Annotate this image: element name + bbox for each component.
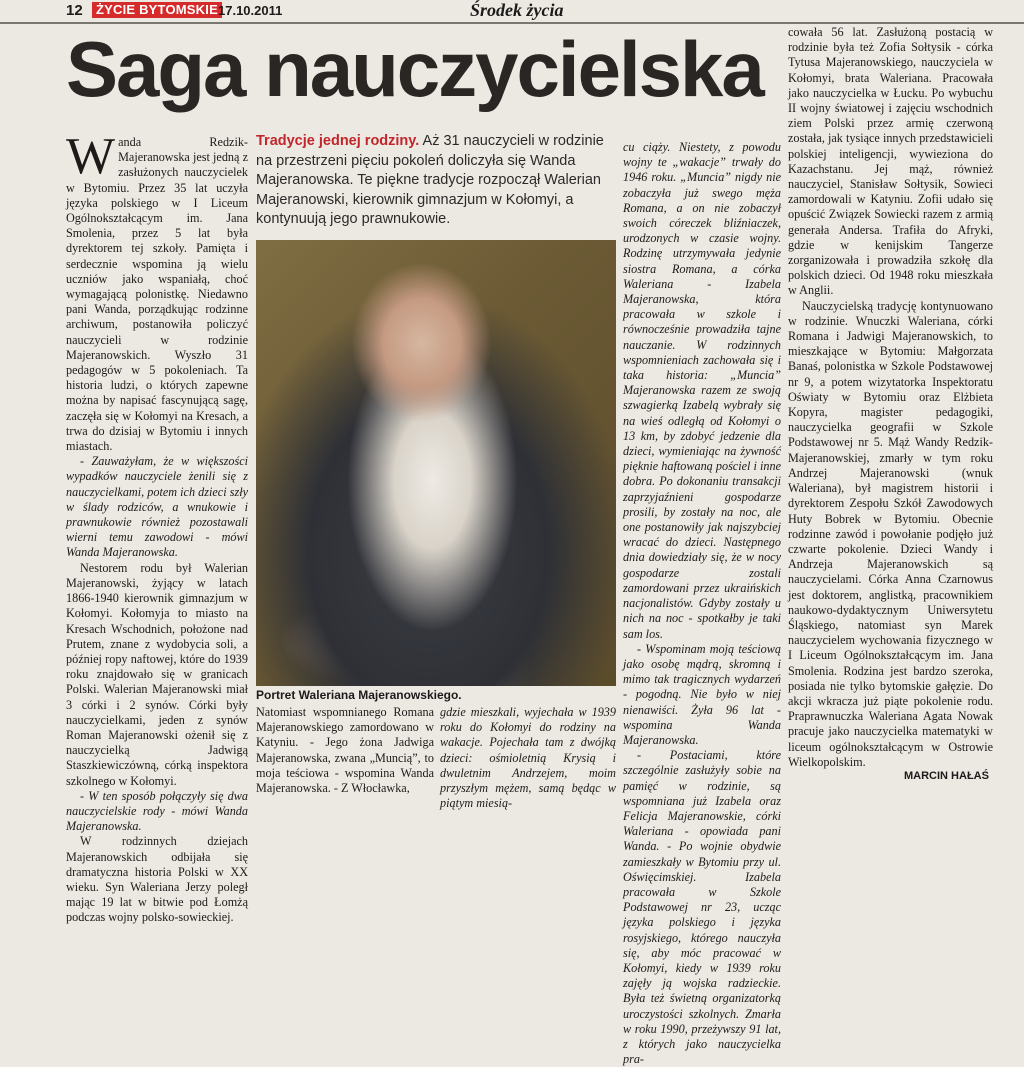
photo-caption: Portret Waleriana Majeranowskiego. <box>256 688 462 702</box>
article-column-5 <box>788 25 993 770</box>
article-column-3 <box>440 705 616 811</box>
paragraph: Nauczycielską tradycję kontynuowano w rodzinie. Wnuczki Waleriana, córki Romana i Jadwigi Majeranowskich, to mieszkające w Bytomiu: Małgorzata Banaś, polonistka w Szkole Podstawowej nr 9, a potem wizytatorka Inspektoratu Oświaty w Bytomiu oraz Elżbieta Kopyra, magister pedagogiki, nauczycielka geografii w Szkole Podstawowej nr 5. Mąż Wandy Redzik-Majeranowskiej, zmarły w tym roku Andrzej Majeranowski (wnuk Waleriana), był magistrem historii i dyrektorem Zespołu Szkół Zawodowych Huty Bobrek w Bytomiu. Obecnie rodzinne zawód i powołanie podjęło już czwarte pokolenie. Dzieci Wandy i Andrzeja Majeranowskich są nauczycielami. Córka Anna Czarnowus jest doktorem, anglistką, pracownikiem naukowo-dydaktycznym Uniwersytetu Śląskiego, natomiast syn Marek nauczycielem wychowania fizycznego w I Liceum Ogólnokształcącym im. Jana Smolenia. Rodzina jest bardzo szeroka, posiada nie tylko bytomskie gałęzie. Do akcji wkracza już piąte pokolenie rodu. Praprawnuczka Waleriana Agata Nowak pracuje jako nauczycielka matematyki w liceum ogólnokształcącym w Ostrowie Wielkopolskim. <box>788 298 993 769</box>
page-number: 12 <box>66 2 83 19</box>
quote-paragraph: - Wspominam moją teściową jako osobę mądrą, skromną i mimo tak tragicznych wydarzeń - pogodną. Nie było w niej nienawiści. Żyła 96 lat - wspomina Wanda Majeranowska. <box>623 641 781 747</box>
portrait-photo <box>256 240 616 686</box>
drop-cap: W <box>66 128 116 185</box>
paragraph: cu ciąży. Niestety, z powodu wojny te „wakacje” trwały do 1946 roku. „Muncia” nigdy nie zobaczyła już swego męża Romana, a on nie zobaczył swoich córeczek bliźniaczek, urodzonych w czasie wojny. Rodzinę utrzymywała jedynie siostra Romana, a córka Waleriana - Izabela Majeranowska, która pracowała w szkole i równocześnie prowadziła tajne nauczanie. W rodzinnych wspomnieniach zachowała się i taka historia: „Muncia” Majeranowska razem ze swoją szwagierką Izabelą wybrały się na wieś odległą od Kołomyi o 13 km, by zdobyć jedzenie dla dzieci, wymieniając na żywność pięknie haftowaną pościel i inne dobra. Po dokonaniu transakcji zaprzyjaźnieni gospodarze prosili, by zostały na noc, ale one postanowiły jak najszybciej wracać do dzieci. Następnego dnia dowiedziały się, że w nocy gospodarze zostali zamordowani przez ukraińskich nacjonalistów. Gdyby zostały u nich na noc - spotkałby je taki sam los. <box>623 140 781 641</box>
newspaper-logo: ŻYCIE BYTOMSKIE <box>92 2 222 18</box>
article-lead <box>256 132 616 230</box>
paragraph: - Postaciami, które szczególnie zasłużyły sobie na pamięć w rodzinie, są wspomniana już Izabela oraz Felicja Majeranowskie, córki Waleriana - opowiada pani Wanda. - Po wojnie obydwie zamieszkały w Bytomiu przy ul. Oświęcimskiej. Izabela pracowała w Szkole Podstawowej nr 23, ucząc języka polskiego i języka rosyjskiego, którego nauczyła się, aby móc pracować w Kołomyi, kiedy w 1939 roku zajęły ją wojska radzieckie. Była też świetną organizatorką uroczystości szkolnych. Zmarła w roku 1990, przeżywszy 91 lat, z których jako nauczycielka pra- <box>623 748 781 1067</box>
paragraph: Wanda Redzik-Majeranowska jest jedną z zasłużonych nauczycielek w Bytomiu. Przez 35 lat uczyła języka polskiego w I Liceum Ogólnokształcącym im. Jana Smolenia, przez 5 lat była dyrektorem tej szkoły. Pamięta i serdecznie wspomina ją wielu uczniów jako wspaniałą, choć wymagającą polonistkę. Niedawno pani Wanda, porządkując rodzinne archiwum, postanowiła policzyć nauczycieli w rodzinie Majeranowskich. Wyszło 31 pedagogów w 5 pokoleniach. Ta historia ludzi, o których zapewne można by napisać fascynującą sagę, zaczęła się w Kołomyi na Kresach, a trwa do dzisiaj w Bytomiu i innych miastach. <box>66 128 248 454</box>
article-column-2 <box>256 705 434 796</box>
paragraph: W rodzinnych dziejach Majeranowskich odbijała się dramatyczna historia Polski w XX wieku. Syn Waleriana Jerzy poległ mając 19 lat w bitwie pod Łomżą podczas wojny polsko-sowieckiej. <box>66 834 248 925</box>
lead-kicker: Tradycje jednej rodziny. <box>256 133 420 149</box>
paragraph: cowała 56 lat. Zasłużoną postacią w rodzinie była też Zofia Sołtysik - córka Tytusa Majeranowskiego, nauczyciela w Kołomyi, brata Waleriana. Pracowała jako nauczycielka w Łucku. Po wybuchu II wojny światowej i zajęciu wschodnich ziem Polski przez armię czerwoną została, jak tysiące innych przedstawicieli polskiej inteligencji, wywieziona do Kazachstanu. Jej mąż, również nauczyciel, Stanisław Sołtysik, Sowieci zamordowali w Katyniu. Zofii udało się opuścić Związek Sowiecki razem z armią generała Andersa. Trafiła do Afryki, gdzie w kenijskim Tangerze zorganizowała i prowadziła szkołę dla polskich dzieci. Od 1948 roku mieszkała w Anglii. <box>788 25 993 298</box>
quote-paragraph: - Zauważyłam, że w większości wypadków nauczyciele żenili się z nauczycielkami, potem ich dzieci szły w ślady rodziców, a wnukowie i prawnukowie również pozostawali wierni temu zawodowi - mówi Wanda Majeranowska. <box>66 454 248 560</box>
author-byline: MARCIN HAŁAŚ <box>904 770 989 782</box>
section-title: Środek życia <box>470 0 564 20</box>
paragraph: Nestorem rodu był Walerian Majeranowski, żyjący w latach 1866-1940 kierownik gimnazjum w Kołomyi. Kołomyja to miasto na Kresach Wschodnich, położone nad Prutem, znane z wydobycia soli, a później ropy naftowej, które do 1939 roku znajdowało się w granicach Polski. Walerian Majeranowski miał 3 córki i 2 synów. Córki były nauczycielkami, jeden z synów Roman Majeranowski ożenił się z nauczycielką Jadwigą Staszkiewiczówną, córką inspektora szkolnego w Kołomyi. <box>66 560 248 788</box>
quote-paragraph: - W ten sposób połączyły się dwa nauczycielskie rody - mówi Wanda Majeranowska. <box>66 788 248 834</box>
article-column-1 <box>66 128 248 925</box>
page-header <box>0 0 1024 24</box>
issue-date: 17.10.2011 <box>218 3 283 18</box>
paragraph: gdzie mieszkali, wyjechała w 1939 roku do Kołomyi do rodziny na wakacje. Pojechała tam z dwójką dzieci: ośmioletnią Krysią i dwuletnim Andrzejem, moim przyszłym mężem, samą będąc w piątym miesią- <box>440 705 616 811</box>
paragraph: Natomiast wspomnianego Romana Majeranowskiego zamordowano w Katyniu. - Jego żona Jadwiga Majeranowska, zwana „Muncią”, to moja teściowa - wspomina Wanda Majeranowska. - Z Włocławka, <box>256 705 434 796</box>
article-headline: Saga nauczycielska <box>66 25 763 113</box>
lead-text: Aż 31 nauczycieli w rodzinie na przestrzeni pięciu pokoleń doliczyła się Wanda Majeranowska. Te piękne tradycje rozpoczął Walerian Majeranowski, kierownik gimnazjum w Kołomyi, a kontynuują jego prawnukowie. <box>256 133 604 227</box>
article-column-4 <box>623 140 781 1067</box>
